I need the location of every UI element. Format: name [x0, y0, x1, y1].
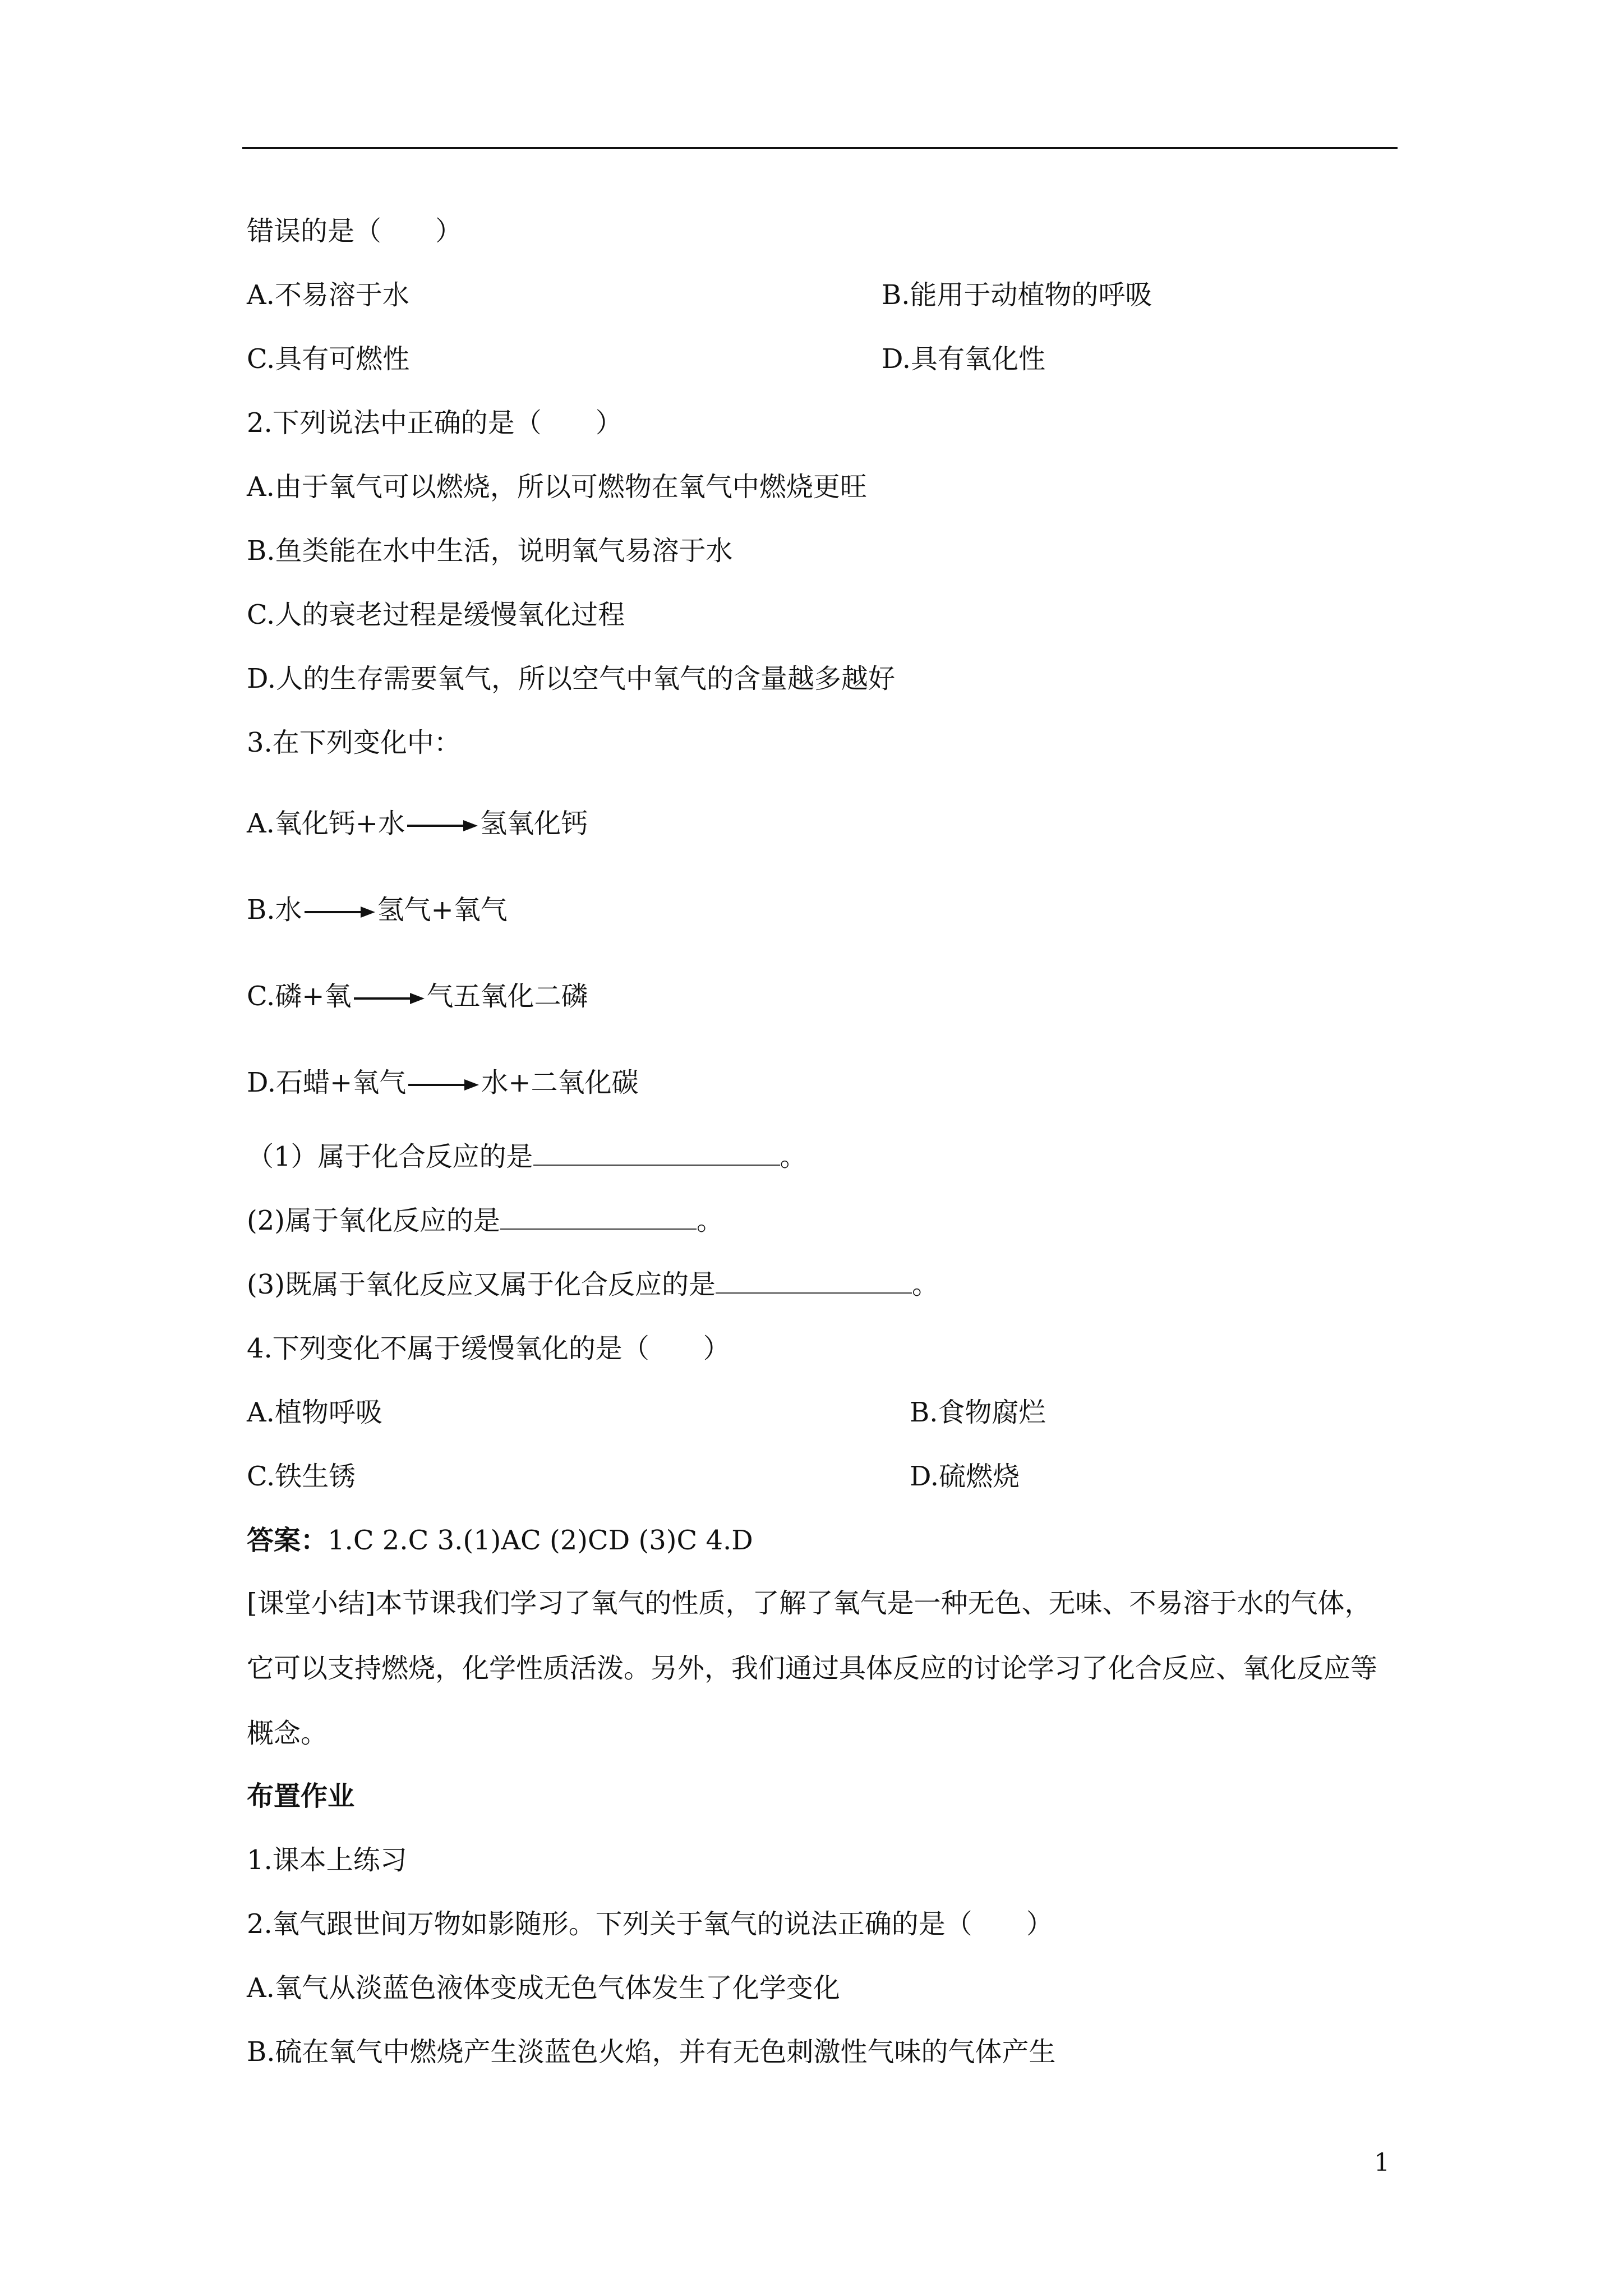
q1-option-d: D.具有氧化性: [882, 343, 1046, 375]
q3-reaction-d: [247, 1065, 639, 1101]
reaction-arrow-icon: [354, 990, 425, 1007]
q3-reaction-d-left: D.石蜡+氧气: [247, 1067, 407, 1098]
q3-subquestion-3: [247, 1267, 939, 1303]
q4-option-a: A.植物呼吸: [247, 1397, 382, 1428]
reaction-arrow-icon: [408, 1076, 479, 1093]
q3-sub1-text: （1）属于化合反应的是: [247, 1141, 533, 1172]
homework-item-2: 2.氧气跟世间万物如影随形。下列关于氧气的说法正确的是（ ）: [247, 1908, 1053, 1940]
q1-option-a: A.不易溶于水: [247, 279, 409, 311]
q3-sub2-period: 。: [697, 1205, 724, 1236]
q3-reaction-a: [247, 806, 588, 841]
homework-item-2-option-a: A.氧气从淡蓝色液体变成无色气体发生了化学变化: [247, 1972, 840, 2004]
q3-reaction-a-left: A.氧化钙+水: [247, 808, 405, 839]
lesson-summary: [课堂小结]本节课我们学习了氧气的性质，了解了氧气是一种无色、无味、不易溶于水的气体，它可以支持燃烧，化学性质活泼。另外，我们通过具体反应的讨论学习了化合反应、氧化反应等概念。: [247, 1588, 1378, 1749]
q3-sub1-period: 。: [780, 1141, 807, 1172]
q1-option-c: C.具有可燃性: [247, 343, 410, 375]
answer-line: [247, 1522, 753, 1558]
q3-sub1-blank[interactable]: [533, 1140, 780, 1166]
q3-reaction-c-left: C.磷+氧: [247, 981, 352, 1012]
q3-reaction-b: [247, 892, 508, 928]
q4-option-c: C.铁生锈: [247, 1461, 356, 1492]
answer-text: 1.C 2.C 3.(1)AC (2)CD (3)C 4.D: [328, 1525, 753, 1556]
homework-item-1: 1.课本上练习: [247, 1844, 407, 1876]
q3-sub3-period: 。: [912, 1269, 939, 1300]
header-rule: [242, 147, 1398, 149]
q3-sub3-text: (3)既属于氧化反应又属于化合反应的是: [247, 1269, 716, 1300]
q3-subquestion-1: [247, 1139, 807, 1175]
reaction-arrow-icon: [305, 904, 375, 921]
q1-option-b: B.能用于动植物的呼吸: [882, 279, 1152, 311]
homework-title: 布置作业: [247, 1780, 355, 1812]
q3-reaction-c: [247, 978, 588, 1014]
q1-stem-tail: 错误的是（ ）: [247, 215, 463, 247]
q3-reaction-a-right: 氢氧化钙: [480, 808, 588, 839]
q2-option-d: D.人的生存需要氧气，所以空气中氧气的含量越多越好: [247, 663, 896, 694]
reaction-arrow-icon: [407, 817, 478, 834]
homework-item-2-option-b: B.硫在氧气中燃烧产生淡蓝色火焰，并有无色刺激性气味的气体产生: [247, 2036, 1056, 2068]
q4-stem: 4.下列变化不属于缓慢氧化的是（ ）: [247, 1333, 730, 1364]
answer-label: 答案：: [247, 1525, 328, 1556]
q3-sub2-text: (2)属于氧化反应的是: [247, 1205, 500, 1236]
q2-option-c: C.人的衰老过程是缓慢氧化过程: [247, 599, 625, 631]
q3-sub3-blank[interactable]: [716, 1268, 912, 1294]
q3-stem: 3.在下列变化中：: [247, 727, 461, 758]
q3-reaction-c-right: 气五氧化二磷: [426, 981, 588, 1012]
q3-sub2-blank[interactable]: [500, 1204, 697, 1230]
q3-reaction-b-right: 氢气+氧气: [377, 894, 508, 926]
q4-option-d: D.硫燃烧: [910, 1461, 1020, 1492]
q2-option-a: A.由于氧气可以燃烧，所以可燃物在氧气中燃烧更旺: [247, 471, 867, 503]
page-number: 1: [1374, 2148, 1390, 2177]
q2-stem: 2.下列说法中正确的是（ ）: [247, 407, 623, 439]
q3-subquestion-2: [247, 1203, 723, 1239]
q3-reaction-b-left: B.水: [247, 894, 302, 926]
q4-option-b: B.食物腐烂: [910, 1397, 1046, 1428]
q2-option-b: B.鱼类能在水中生活，说明氧气易溶于水: [247, 535, 733, 567]
q3-reaction-d-right: 水+二氧化碳: [481, 1067, 639, 1098]
